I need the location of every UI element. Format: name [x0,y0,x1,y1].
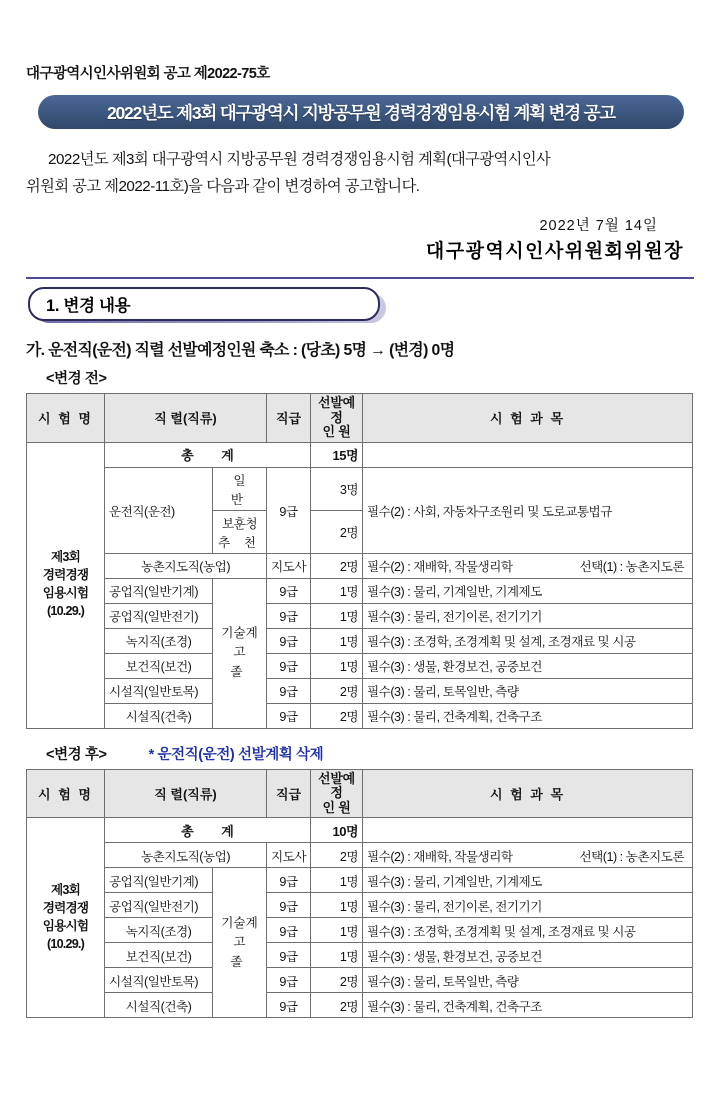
horizontal-rule [26,277,694,279]
table-row [27,968,693,993]
exam-name-cell [27,442,105,728]
tech-group-line1: 기술계 [221,625,258,640]
after-label-group [26,743,694,764]
series-name: 녹지직(조경) [105,918,213,943]
series-name: 시설직(일반토목) [105,678,213,703]
table-row [27,893,693,918]
subjects-value: 필수(3) : 조경학, 조경계획 및 설계, 조경재료 및 시공 [363,918,693,943]
header-exam-name: 시 험 명 [27,394,105,443]
count-value: 2명 [311,553,363,578]
subjects-optional: 선택(1) : 농촌지도론 [579,849,685,864]
grade-value: 9급 [267,578,311,603]
tech-group-label [213,868,267,1018]
exam-name-line-2: 경력경쟁 [42,901,89,915]
grade-value: 지도사 [267,553,311,578]
after-label: <변경 후> [46,746,107,763]
grade-value: 9급 [267,628,311,653]
signer-title: 대구광역시인사위원회위원장 [425,241,684,263]
subjects-optional: 선택(1) : 농촌지도론 [579,560,685,575]
table-row [27,603,693,628]
series-driver: 운전직(운전) [105,467,213,553]
grade-value: 9급 [267,993,311,1018]
intro-paragraph [26,146,694,200]
exam-name-line-3: 임용시험 [42,586,89,601]
series-name: 농촌지도직(농업) [105,553,267,578]
grade-value: 9급 [267,868,311,893]
exam-name-line-2: 경력경쟁 [42,568,89,583]
total-subjects-empty [363,818,693,843]
series-name: 보건직(보건) [105,653,213,678]
header-grade: 직급 [267,769,311,818]
document-number: 대구광역시인사위원회 공고 제2022-75호 [26,66,270,82]
exam-name-cell [27,818,105,1018]
tech-group-label [213,578,267,728]
table-header-row [27,769,693,818]
tech-group-line2: 고 졸 [230,935,252,969]
count-value: 1명 [311,578,363,603]
total-label: 총 계 [105,818,311,843]
table-row-total [27,442,693,467]
grade-value: 지도사 [267,843,311,868]
count-value: 1명 [311,603,363,628]
table-row [27,553,693,578]
count-value: 1명 [311,653,363,678]
series-name: 농촌지도직(농업) [105,843,267,868]
series-name: 보건직(보건) [105,943,213,968]
table-row [27,653,693,678]
clause-a-text: 가. 운전직(운전) 직렬 선발예정인원 축소 : (당초) 5명 → (변경) 0명 [26,342,455,360]
total-count: 10명 [311,818,363,843]
grade-value: 9급 [267,918,311,943]
series-name: 시설직(일반토목) [105,968,213,993]
subjects-required: 필수(2) : 재배학, 작물생리학 [367,560,513,575]
table-row [27,918,693,943]
header-subjects: 시 험 과 목 [363,769,693,818]
table-row-driver-general [27,467,693,510]
count-value: 2명 [311,678,363,703]
header-series: 직 렬(직류) [105,769,267,818]
exam-name-line-1: 제3회 [51,550,80,565]
subjects-value [363,553,693,578]
subjects-value [363,843,693,868]
after-note: * 운전직(운전) 선발계획 삭제 [148,746,324,763]
subtype-general: 일 반 [213,467,267,510]
table-row [27,943,693,968]
subjects-value: 필수(3) : 물리, 전기이론, 전기기기 [363,603,693,628]
total-label: 총 계 [105,442,311,467]
header-planned-count-line1: 선발예정 [317,770,356,801]
count-value: 1명 [311,868,363,893]
series-name: 공업직(일반전기) [105,603,213,628]
header-exam-name: 시 험 명 [27,769,105,818]
table-row [27,843,693,868]
before-table-body [27,442,693,728]
after-table-body [27,818,693,1018]
issue-date: 2022년 7월 14일 [539,218,658,235]
table-row [27,868,693,893]
intro-line-2: 위원회 공고 제2022-11호)을 다음과 같이 변경하여 공고합니다. [26,178,420,196]
grade-value: 9급 [267,943,311,968]
header-planned-count-line1: 선발예정 [317,395,356,425]
total-count: 15명 [311,442,363,467]
table-row [27,678,693,703]
header-planned-count-line2: 인 원 [322,799,351,815]
subjects-value: 필수(3) : 물리, 기계일반, 기계제도 [363,868,693,893]
intro-line-1: 2022년도 제3회 대구광역시 지방공무원 경력경쟁임용시험 계획(대구광역시인사 [48,151,551,168]
header-subjects: 시 험 과 목 [363,394,693,443]
subjects-value: 필수(3) : 생물, 환경보건, 공중보건 [363,943,693,968]
series-name: 시설직(건축) [105,703,213,728]
grade-driver: 9급 [267,467,311,553]
subjects-required: 필수(2) : 재배학, 작물생리학 [367,849,513,864]
count-value: 2명 [311,993,363,1018]
total-subjects-empty [363,442,693,467]
grade-value: 9급 [267,653,311,678]
subjects-value: 필수(3) : 물리, 토목일반, 측량 [363,678,693,703]
subjects-value: 필수(3) : 물리, 기계일반, 기계제도 [363,578,693,603]
count-value: 1명 [311,918,363,943]
tech-group-line1: 기술계 [221,915,258,930]
tech-group-line2: 고 졸 [230,645,252,679]
subtype-veteran-line2: 추 천 [218,535,261,550]
table-row [27,628,693,653]
subtype-veteran [213,510,267,553]
section-heading-group [28,287,380,321]
after-change-table [26,769,693,1019]
count-driver-general: 3명 [311,467,363,510]
before-change-table [26,393,693,729]
count-value: 1명 [311,943,363,968]
table-row [27,993,693,1018]
series-name: 공업직(일반전기) [105,893,213,918]
grade-value: 9급 [267,678,311,703]
exam-name-line-4: (10.29.) [46,936,84,951]
subjects-value: 필수(3) : 물리, 건축계획, 건축구조 [363,993,693,1018]
exam-name-line-3: 임용시험 [42,918,89,933]
subjects-value: 필수(3) : 생물, 환경보건, 공중보건 [363,653,693,678]
subtype-veteran-line1: 보훈청 [222,516,257,531]
count-value: 1명 [311,628,363,653]
series-name: 시설직(건축) [105,993,213,1018]
header-planned-count-line2: 인 원 [322,424,351,440]
count-driver-veteran: 2명 [311,510,363,553]
count-value: 2명 [311,968,363,993]
count-value: 2명 [311,703,363,728]
before-label: <변경 전> [46,371,107,388]
subjects-value: 필수(3) : 물리, 토목일반, 측량 [363,968,693,993]
subjects-value: 필수(3) : 물리, 건축계획, 건축구조 [363,703,693,728]
header-series: 직 렬(직류) [105,394,267,443]
exam-name-line-1: 제3회 [51,883,80,898]
table-row [27,578,693,603]
subjects-driver: 필수(2) : 사회, 자동차구조원리 및 도로교통법규 [363,467,693,553]
grade-value: 9급 [267,893,311,918]
series-name: 공업직(일반기계) [105,868,213,893]
document-page [0,62,720,1117]
count-value: 1명 [311,893,363,918]
table-header-row [27,394,693,443]
document-title-banner: 2022년도 제3회 대구광역시 지방공무원 경력경쟁임용시험 계획 변경 공고 [38,95,684,129]
grade-value: 9급 [267,603,311,628]
subjects-value: 필수(3) : 조경학, 조경계획 및 설계, 조경재료 및 시공 [363,628,693,653]
subjects-value: 필수(3) : 물리, 전기이론, 전기기기 [363,893,693,918]
header-grade: 직급 [267,394,311,443]
header-planned-count [311,394,363,443]
table-row-total [27,818,693,843]
grade-value: 9급 [267,703,311,728]
header-planned-count [311,769,363,818]
series-name: 공업직(일반기계) [105,578,213,603]
grade-value: 9급 [267,968,311,993]
count-value: 2명 [311,843,363,868]
table-row [27,703,693,728]
series-name: 녹지직(조경) [105,628,213,653]
section-heading: 1. 변경 내용 [28,287,380,321]
exam-name-line-4: (10.29.) [46,604,84,619]
